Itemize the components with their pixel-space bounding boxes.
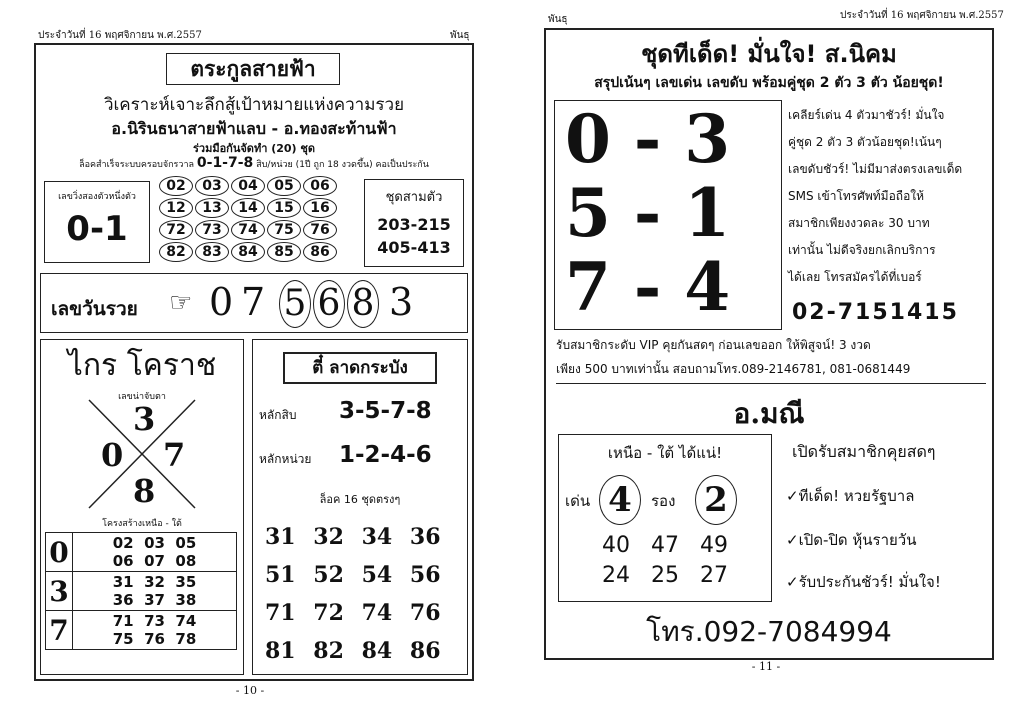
right-subtitle: สรุปเน้นๆ เลขเด่น เลขดับ พร้อมคู่ชุด 2 ตัว 3 ตัว น้อยชุด!	[594, 75, 944, 91]
price-line: เพียง 500 บาทเท่านั้น สอบถามโทร.089-2146781, 081-0681449	[556, 360, 986, 384]
oval-number: 74	[231, 220, 265, 240]
cross-left: 0	[101, 436, 124, 474]
lock16-label: ล็อค 16 ชุดตรงๆ	[319, 493, 401, 506]
oval-row	[158, 175, 358, 197]
mani-number: 24	[602, 563, 630, 588]
lock16-number: 72	[313, 600, 344, 626]
table-number: 07	[144, 552, 165, 570]
units-value: 1-2-4-6	[339, 442, 432, 468]
right-header-date: ประจำวันที่ 16 พฤศจิกายน พ.ศ.2557	[840, 10, 1004, 21]
promo-text	[788, 102, 988, 291]
table-number: 78	[175, 630, 197, 648]
oval-number-grid	[158, 175, 358, 263]
pointing-hand-icon: ☞	[169, 288, 193, 318]
table-number: 02	[112, 534, 134, 552]
phone-big: 02-7151415	[792, 300, 959, 325]
left-header-date: ประจำวันที่ 16 พฤศจิกายน พ.ศ.2557	[38, 30, 202, 41]
lock16-number: 71	[265, 600, 296, 626]
lock-suffix: สิบ/หน่วย (1ปี ถูก 18 งวดขึ้น) คอเป็นประกัน	[256, 160, 429, 170]
oval-row	[158, 197, 358, 219]
lock16-number: 52	[313, 562, 344, 588]
table-number: 32	[144, 573, 165, 591]
three-set-value: 405-413	[377, 238, 451, 257]
two-digit-value: 0-1	[66, 209, 128, 249]
cross-bottom: 8	[133, 472, 156, 510]
left-header-name: พันธุ	[450, 30, 470, 41]
rich-number-bar	[40, 273, 468, 333]
lock16-number: 76	[409, 600, 441, 626]
rich-digit: 0	[209, 280, 234, 324]
second-value: 2	[695, 475, 737, 525]
table-number: 06	[112, 552, 134, 570]
right-page-frame	[544, 28, 994, 660]
lock16-number: 51	[265, 562, 296, 588]
oval-number: 04	[231, 176, 265, 196]
oval-number: 13	[195, 198, 229, 218]
tiger-title: ไกร โคราช	[67, 348, 217, 383]
check-item: ✓รับประกันชัวร์! มั่นใจ!	[786, 573, 941, 591]
lock16-number: 54	[361, 562, 393, 588]
mani-number: 40	[602, 533, 630, 558]
oval-number: 76	[303, 220, 337, 240]
left-title: ตระกูลสายฟ้า	[166, 53, 340, 85]
rich-digit-circled: 8	[347, 280, 379, 328]
mani-number: 49	[700, 533, 728, 558]
oval-number: 15	[267, 198, 301, 218]
oval-number: 75	[267, 220, 301, 240]
oval-number: 03	[195, 176, 229, 196]
table-row	[46, 611, 237, 650]
table-number: 31	[112, 573, 134, 591]
promo-line: คู่ชุด 2 ตัว 3 ตัวน้อยชุด!เน้นๆ	[788, 135, 942, 149]
table-number: 38	[175, 591, 197, 609]
rich-digit: 7	[241, 280, 266, 324]
oval-number: 85	[267, 242, 301, 262]
tiger-subtitle: เลขน่าจับตา	[118, 392, 166, 402]
rich-digit-circled: 5	[279, 280, 311, 328]
promo-line: เลขดับชัวร์! ไม่มีมาส่งตรงเลขเด็ด	[788, 162, 963, 176]
north-south-label: เหนือ - ใต้ ได้แน่!	[607, 444, 723, 462]
table-lead: 7	[46, 611, 73, 650]
oval-number: 73	[195, 220, 229, 240]
right-page-number: - 11 -	[751, 660, 781, 673]
big-pair-row: 0 - 3	[565, 100, 731, 178]
rich-label: เลขวันรวย	[51, 298, 138, 320]
mani-row	[559, 531, 771, 561]
lock-prefix: ล็อคสำเร็จระบบครอบจักรวาล	[79, 160, 195, 170]
tens-label: หลักสิบ	[259, 408, 297, 422]
big-number-box	[554, 100, 782, 330]
table-number: 75	[112, 630, 134, 648]
table-number: 36	[112, 591, 134, 609]
three-set-value: 203-215	[377, 215, 451, 234]
lock16-row	[265, 518, 465, 556]
oval-number: 72	[159, 220, 193, 240]
mani-box	[558, 434, 772, 602]
big-digit: 4	[684, 248, 731, 326]
table-row	[46, 533, 237, 572]
oval-number: 83	[195, 242, 229, 262]
table-cell	[73, 611, 237, 650]
big-digit: 1	[684, 174, 731, 252]
oval-number: 06	[303, 176, 337, 196]
oval-number: 05	[267, 176, 301, 196]
three-set-box	[364, 179, 464, 267]
table-row	[46, 572, 237, 611]
tens-value: 3-5-7-8	[339, 398, 432, 424]
mani-row	[559, 561, 771, 591]
table-number: 71	[112, 612, 134, 630]
lock16-number: 34	[361, 524, 393, 550]
promo-line: ได้เลย โทรสมัครได้ที่เบอร์	[788, 270, 922, 284]
rich-digit-circled: 6	[313, 280, 345, 328]
lock16-number: 86	[409, 638, 441, 664]
oval-number: 82	[159, 242, 193, 262]
phone-footer: โทร.092-7084994	[646, 615, 892, 648]
lock16-number: 74	[361, 600, 393, 626]
left-page-frame	[34, 43, 474, 681]
big-pair-row: 7 - 4	[565, 248, 731, 326]
right-title: ชุดทีเด็ด! มั่นใจ! ส.นิคม	[641, 40, 897, 68]
oval-row	[158, 241, 358, 263]
two-digit-box	[44, 181, 150, 263]
promo-line: สมาชิกเพียงงวดละ 30 บาท	[788, 216, 930, 230]
big-digit: 0	[565, 100, 611, 178]
lock16-number: 36	[409, 524, 441, 550]
table-cell	[73, 533, 237, 572]
table-lead: 3	[46, 572, 73, 611]
cross-caption: โครงสร้างเหนือ - ใต้	[102, 519, 182, 529]
vip-line: รับสมาชิกระดับ VIP คุยกันสดๆ ก่อนเลขออก ให้พิสูจน์! 3 งวด	[556, 338, 871, 352]
lock-digits: 0-1-7-8	[196, 155, 254, 171]
left-lock-line	[36, 155, 472, 171]
promo-line: SMS เข้าโทรศัพท์มือถือให้	[788, 189, 925, 203]
mani-number: 47	[651, 533, 679, 558]
big-pair-row: 5 - 1	[565, 174, 731, 252]
mani-number-grid	[559, 531, 771, 591]
lock16-grid	[265, 518, 465, 670]
tiger-korat-panel	[40, 339, 244, 675]
table-number: 05	[175, 534, 197, 552]
check-item: ✓เปิด-ปิด หุ้นรายวัน	[786, 531, 917, 549]
big-digit: 3	[684, 100, 731, 178]
tiger-number-table	[45, 532, 237, 650]
table-number: 03	[144, 534, 165, 552]
table-number: 35	[175, 573, 197, 591]
table-number: 08	[175, 552, 197, 570]
lock16-number: 31	[265, 524, 296, 550]
mani-number: 25	[651, 563, 679, 588]
lock16-number: 81	[265, 638, 296, 664]
table-number: 74	[175, 612, 197, 630]
oval-number: 02	[159, 176, 193, 196]
three-set-label: ชุดสามตัว	[385, 190, 443, 205]
rich-digit: 3	[389, 280, 414, 324]
lock16-number: 32	[313, 524, 344, 550]
oval-number: 84	[231, 242, 265, 262]
left-subtitle: วิเคราะห์เจาะลึกสู้เป้าหมายแห่งความรวย	[103, 95, 405, 115]
big-digit: 5	[565, 174, 611, 252]
oval-number: 14	[231, 198, 265, 218]
lead-label: เด่น	[565, 492, 591, 510]
table-number: 76	[144, 630, 165, 648]
cross-right: 7	[163, 436, 186, 474]
check-item: ✓ทีเด็ด! หวยรัฐบาล	[786, 487, 915, 505]
table-cell	[73, 572, 237, 611]
lock16-row	[265, 556, 465, 594]
open-member-label: เปิดรับสมาชิกคุยสดๆ	[792, 442, 936, 461]
table-number: 73	[144, 612, 165, 630]
big-digit: 7	[565, 248, 611, 326]
lock16-row	[265, 632, 465, 670]
units-label: หลักหน่วย	[259, 452, 312, 466]
lock16-row	[265, 594, 465, 632]
oval-number: 12	[159, 198, 193, 218]
left-authors: อ.นิรินธนาสายฟ้าแลบ - อ.ทองสะท้านฟ้า	[111, 119, 397, 138]
lead-value: 4	[599, 475, 641, 525]
right-header-name: พันธุ	[548, 14, 568, 25]
lock16-number: 84	[361, 638, 393, 664]
oval-number: 86	[303, 242, 337, 262]
lock16-number: 82	[313, 638, 344, 664]
left-page-number: - 10 -	[235, 684, 265, 697]
lock16-number: 56	[409, 562, 441, 588]
cross-top: 3	[133, 400, 156, 438]
left-joint: ร่วมมือกันจัดทำ (20) ชุด	[192, 142, 316, 155]
two-digit-label: เลขวิ่งสองตัวหนึ่งตัว	[58, 192, 136, 202]
latkrabang-panel	[252, 339, 468, 675]
promo-line: เท่านั้น ไม่ดีจริงยกเลิกบริการ	[788, 243, 936, 257]
second-label: รอง	[651, 492, 676, 510]
mani-title: อ.มณี	[733, 397, 805, 430]
table-lead: 0	[46, 533, 73, 572]
mani-number: 27	[700, 563, 728, 588]
table-number: 37	[144, 591, 165, 609]
promo-line: เคลียร์เด่น 4 ตัวมาชัวร์! มั่นใจ	[788, 108, 945, 122]
oval-number: 16	[303, 198, 337, 218]
latkrabang-title: ตี๋ ลาดกระบัง	[283, 352, 437, 384]
oval-row	[158, 219, 358, 241]
